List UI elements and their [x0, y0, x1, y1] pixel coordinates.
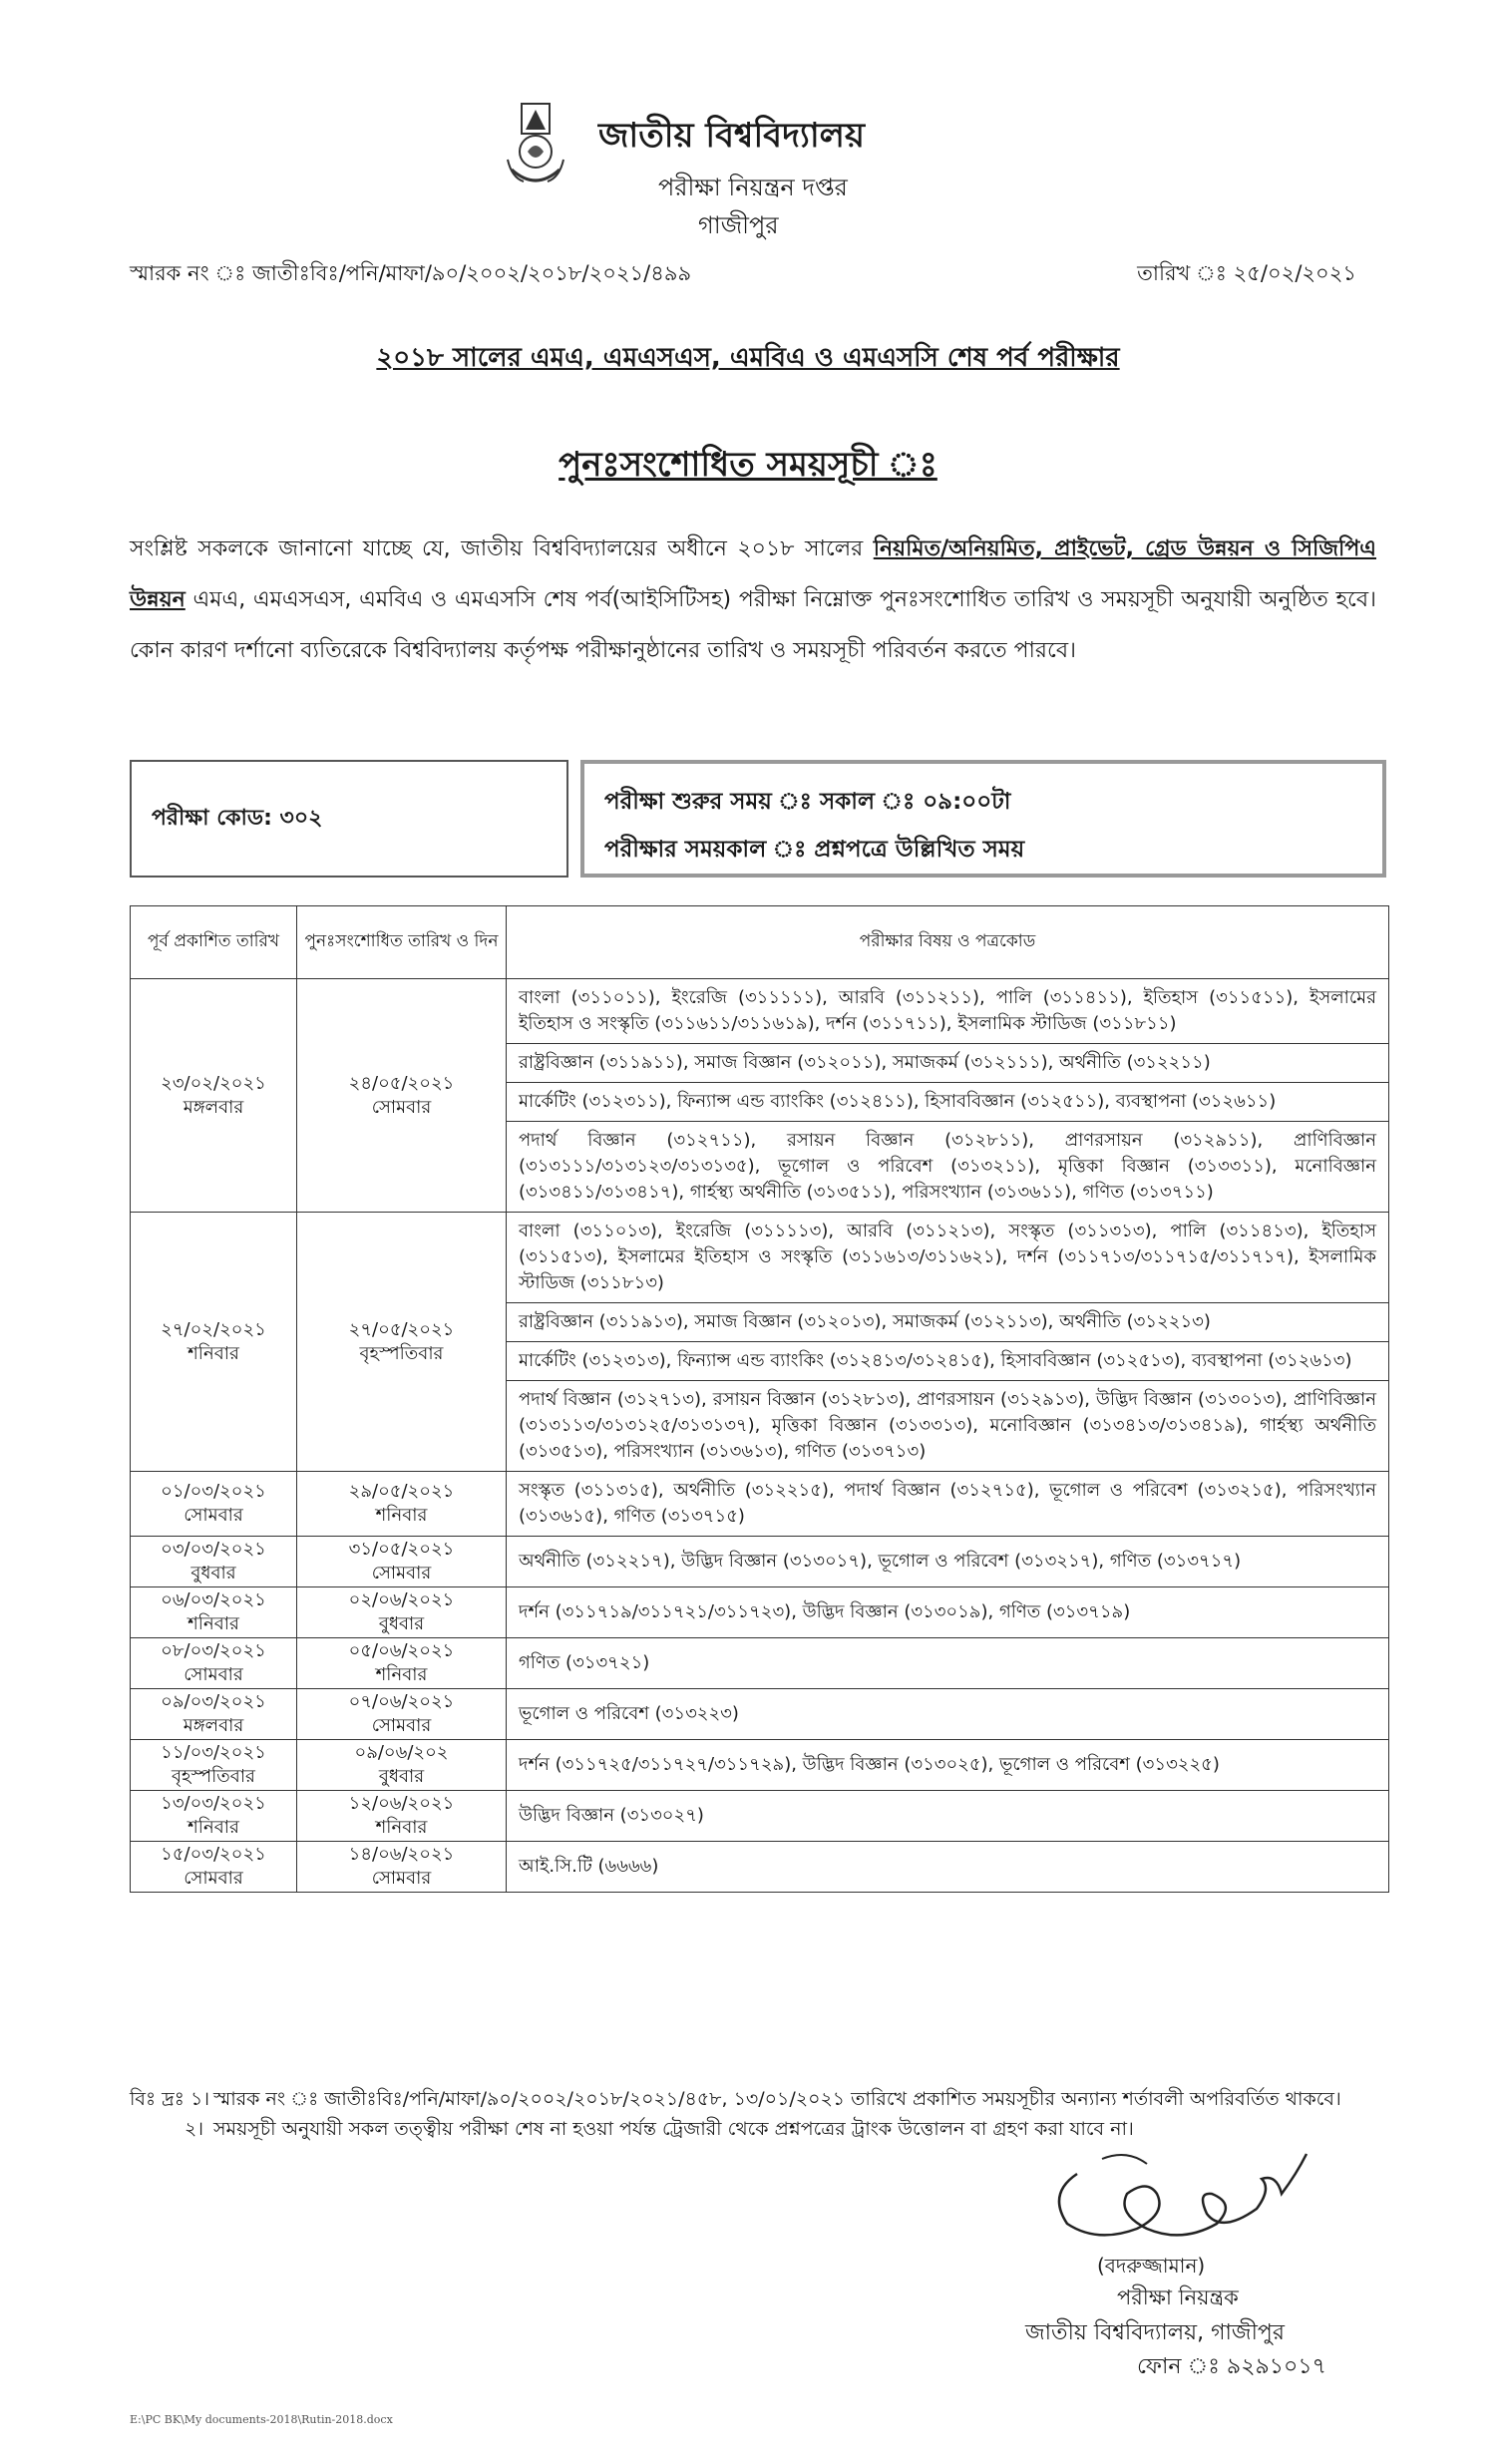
- subject-cell: অর্থনীতি (৩১২২১৭), উদ্ভিদ বিজ্ঞান (৩১৩০১৭), ভূগোল ও পরিবেশ (৩১৩২১৭), গণিত (৩১৩৭১৭): [507, 1537, 1389, 1587]
- subject-cell: আই.সি.টি (৬৬৬৬): [507, 1842, 1389, 1893]
- old-date: ০১/০৩/২০২১: [161, 1481, 266, 1502]
- table-row: [131, 1213, 1389, 1303]
- table-row: [131, 1842, 1389, 1893]
- city-name: গাজীপুর: [698, 211, 779, 239]
- subject-cell: ভূগোল ও পরিবেশ (৩১৩২২৩): [507, 1689, 1389, 1740]
- col-header-new-date: পুনঃসংশোধিত তারিখ ও দিন: [297, 906, 507, 979]
- subject-cell: দর্শন (৩১১৭১৯/৩১১৭২১/৩১১৭২৩), উদ্ভিদ বিজ্ঞান (৩১৩০১৯), গণিত (৩১৩৭১৯): [507, 1587, 1389, 1638]
- subject-cell: উদ্ভিদ বিজ্ঞান (৩১৩০২৭): [507, 1791, 1389, 1842]
- old-date-cell: [131, 1213, 297, 1472]
- exam-code-box: [130, 760, 568, 878]
- old-day: বৃহস্পতিবার: [172, 1766, 255, 1787]
- new-date: ০৭/০৬/২০২১: [348, 1691, 455, 1712]
- subject-cell: রাষ্ট্রবিজ্ঞান (৩১১৯১৩), সমাজ বিজ্ঞান (৩১২০১৩), সমাজকর্ম (৩১২১১৩), অর্থনীতি (৩১২২১৩): [507, 1303, 1389, 1342]
- new-date-cell: [297, 1472, 507, 1537]
- old-date: ০৩/০৩/২০২১: [161, 1539, 266, 1560]
- schedule-table: [130, 905, 1389, 1893]
- old-date: ২৩/০২/২০২১: [161, 1072, 266, 1094]
- col-header-old-date: পূর্ব প্রকাশিত তারিখ: [131, 906, 297, 979]
- new-day: বুধবার: [378, 1766, 425, 1787]
- subject-cell: বাংলা (৩১১০১১), ইংরেজি (৩১১১১১), আরবি (৩১১২১১), পালি (৩১১৪১১), ইতিহাস (৩১১৫১১), ইসলামের ইতিহাস ও সংস্কৃতি (৩১১৬১১/৩১১৬১৯), দর্শন (৩১১৭১১), ইসলামিক স্টাডিজ (৩১১৮১১): [507, 979, 1389, 1044]
- office-name: পরীক্ষা নিয়ন্ত্রন দপ্তর: [658, 174, 848, 201]
- old-date-cell: [131, 1537, 297, 1587]
- old-date-cell: [131, 1472, 297, 1537]
- old-day: শনিবার: [187, 1342, 239, 1364]
- signatory-name: (বদরুজ্জামান): [1097, 2254, 1206, 2278]
- exam-time-box: [580, 760, 1386, 878]
- note-text: সময়সূচী অনুযায়ী সকল তত্ত্বীয় পরীক্ষা শেষ না হওয়া পর্যন্ত ট্রেজারী থেকে প্রশ্নপত্রের ট্রাংক উত্তোলন বা গ্রহণ করা যাবে না।: [213, 2118, 1134, 2140]
- new-date: ১২/০৬/২০২১: [348, 1793, 455, 1814]
- document-heading: ২০১৮ সালের এমএ, এমএসএস, এমবিএ ও এমএসসি শেষ পর্ব পরীক্ষার: [376, 343, 1120, 373]
- new-date: ২৭/০৫/২০২১: [348, 1318, 455, 1340]
- signatory-phone: ফোন ঃ ৯২৯১০১৭: [1137, 2354, 1326, 2379]
- subject-cell: মার্কেটিং (৩১২৩১১), ফিন্যান্স এন্ড ব্যাংকিং (৩১২৪১১), হিসাববিজ্ঞান (৩১২৫১১), ব্যবস্থাপনা (৩১২৬১১): [507, 1083, 1389, 1122]
- old-date: ০৮/০৩/২০২১: [161, 1640, 266, 1661]
- new-date: ২৪/০৫/২০২১: [348, 1072, 455, 1094]
- new-date: ০২/০৬/২০২১: [348, 1589, 455, 1610]
- old-day: সোমবার: [184, 1505, 243, 1526]
- new-day: সোমবার: [371, 1563, 432, 1584]
- intro-part1: সংশ্লিষ্ট সকলকে জানানো যাচ্ছে যে, জাতীয় বিশ্ববিদ্যালয়ের অধীনে ২০১৮ সালের: [130, 536, 874, 561]
- subject-cell: রাষ্ট্রবিজ্ঞান (৩১১৯১১), সমাজ বিজ্ঞান (৩১২০১১), সমাজকর্ম (৩১২১১১), অর্থনীতি (৩১২২১১): [507, 1044, 1389, 1083]
- new-date: ০৯/০৬/২০২: [354, 1742, 449, 1763]
- new-day: বৃহস্পতিবার: [359, 1342, 444, 1364]
- university-logo: [504, 100, 567, 191]
- new-day: সোমবার: [371, 1096, 432, 1118]
- new-date-cell: [297, 1638, 507, 1689]
- new-date: ২৯/০৫/২০২১: [348, 1481, 455, 1502]
- new-date-cell: [297, 1587, 507, 1638]
- subject-cell: পদার্থ বিজ্ঞান (৩১২৭১১), রসায়ন বিজ্ঞান (৩১২৮১১), প্রাণরসায়ন (৩১২৯১১), প্রাণিবিজ্ঞান (৩১৩১১১/৩১৩১২৩/৩১৩১৩৫), ভূগোল ও পরিবেশ (৩১৩২১১), মৃত্তিকা বিজ্ঞান (৩১৩৩১১), মনোবিজ্ঞান (৩১৩৪১১/৩১৩৪১৭), গার্হস্থ্য অর্থনীতি (৩১৩৫১১), পরিসংখ্যান (৩১৩৬১১), গণিত (৩১৩৭১১): [507, 1122, 1389, 1213]
- document-subheading: পুনঃসংশোধিত সময়সূচী ঃ: [559, 445, 937, 485]
- new-day: বুধবার: [378, 1613, 425, 1634]
- table-row: [131, 979, 1389, 1044]
- new-date-cell: [297, 1537, 507, 1587]
- subject-cell: সংস্কৃত (৩১১৩১৫), অর্থনীতি (৩১২২১৫), পদার্থ বিজ্ঞান (৩১২৭১৫), ভূগোল ও পরিবেশ (৩১৩২১৫), পরিসংখ্যান (৩১৩৬১৫), গণিত (৩১৩৭১৫): [507, 1472, 1389, 1537]
- old-date: ১১/০৩/২০২১: [161, 1742, 266, 1763]
- new-day: শনিবার: [375, 1664, 428, 1685]
- table-row: [131, 1587, 1389, 1638]
- subject-cell: দর্শন (৩১১৭২৫/৩১১৭২৭/৩১১৭২৯), উদ্ভিদ বিজ্ঞান (৩১৩০২৫), ভূগোল ও পরিবেশ (৩১৩২২৫): [507, 1740, 1389, 1791]
- subject-cell: পদার্থ বিজ্ঞান (৩১২৭১৩), রসায়ন বিজ্ঞান (৩১২৮১৩), প্রাণরসায়ন (৩১২৯১৩), উদ্ভিদ বিজ্ঞান (৩১৩০১৩), প্রাণিবিজ্ঞান (৩১৩১১৩/৩১৩১২৫/৩১৩১৩৭), মৃত্তিকা বিজ্ঞান (৩১৩৩১৩), মনোবিজ্ঞান (৩১৩৪১৩/৩১৩৪১৯), গার্হস্থ্য অর্থনীতি (৩১৩৫১৩), পরিসংখ্যান (৩১৩৬১৩), গণিত (৩১৩৭১৩): [507, 1381, 1389, 1472]
- new-date-cell: [297, 1689, 507, 1740]
- new-date: ১৪/০৬/২০২১: [348, 1844, 455, 1865]
- new-date-cell: [297, 1791, 507, 1842]
- intro-paragraph: [130, 524, 1376, 676]
- intro-part2: এমএ, এমএসএস, এমবিএ ও এমএসসি শেষ পর্ব(আইসিটিসহ) পরীক্ষা নিম্নোক্ত পুনঃসংশোধিত তারিখ ও সময়সূচী অনুযায়ী অনুষ্ঠিত হবে। কোন কারণ দর্শানো ব্যতিরেকে বিশ্ববিদ্যালয় কর্তৃপক্ষ পরীক্ষানুষ্ঠানের তারিখ ও সময়সূচী পরিবর্তন করতে পারবে।: [130, 587, 1376, 663]
- old-day: শনিবার: [187, 1817, 239, 1838]
- note-number: বিঃ দ্রঃ ১।: [130, 2088, 210, 2110]
- old-date: ১৫/০৩/২০২১: [161, 1844, 266, 1865]
- table-row: [131, 1791, 1389, 1842]
- old-day: মঙ্গলবার: [183, 1715, 244, 1736]
- table-row: [131, 1638, 1389, 1689]
- note-number: ২।: [184, 2118, 203, 2140]
- table-row: [131, 1740, 1389, 1791]
- note-item: [130, 2084, 1386, 2114]
- new-date: ৩১/০৫/২০২১: [348, 1539, 455, 1560]
- old-day: শনিবার: [187, 1613, 239, 1634]
- note-text: স্মারক নং ঃ জাতীঃবিঃ/পনি/মাফা/৯০/২০০২/২০১৮/২০২১/৪৫৮, ১৩/০১/২০২১ তারিখে প্রকাশিত সময়সূচীর অন্যান্য শর্তাবলী অপরিবর্তিত থাকবে।: [213, 2088, 1341, 2110]
- old-date-cell: [131, 979, 297, 1213]
- exam-start-time: পরীক্ষা শুরুর সময় ঃ সকাল ঃ ০৯:০০টা: [604, 789, 1011, 815]
- exam-code: পরীক্ষা কোড: ৩০২: [152, 805, 323, 831]
- subject-cell: বাংলা (৩১১০১৩), ইংরেজি (৩১১১১৩), আরবি (৩১১২১৩), সংস্কৃত (৩১১৩১৩), পালি (৩১১৪১৩), ইতিহাস (৩১১৫১৩), ইসলামের ইতিহাস ও সংস্কৃতি (৩১১৬১৩/৩১১৬২১), দর্শন (৩১১৭১৩/৩১১৭১৫/৩১১৭১৭), ইসলামিক স্টাডিজ (৩১১৮১৩): [507, 1213, 1389, 1303]
- new-date-cell: [297, 1213, 507, 1472]
- handwritten-signature: [1007, 2134, 1326, 2264]
- old-date: ০৬/০৩/২০২১: [161, 1589, 266, 1610]
- old-date: ০৯/০৩/২০২১: [161, 1691, 266, 1712]
- exam-duration: পরীক্ষার সময়কাল ঃ প্রশ্নপত্রে উল্লিখিত সময়: [604, 837, 1025, 863]
- old-date-cell: [131, 1740, 297, 1791]
- issue-date: তারিখ ঃ ২৫/০২/২০২১: [1137, 261, 1356, 285]
- memo-number: স্মারক নং ঃ জাতীঃবিঃ/পনি/মাফা/৯০/২০০২/২০১৮/২০২১/৪৯৯: [130, 261, 692, 285]
- intro-highlight: নিয়মিত/অনিয়মিত, প্রাইভেট, গ্রেড উন্নয়ন ও সিজিপিএ উন্নয়ন: [130, 536, 1376, 612]
- table-row: [131, 1472, 1389, 1537]
- signatory-organization: জাতীয় বিশ্ববিদ্যালয়, গাজীপুর: [1025, 2320, 1285, 2345]
- subject-cell: গণিত (৩১৩৭২১): [507, 1638, 1389, 1689]
- signatory-title: পরীক্ষা নিয়ন্ত্রক: [1117, 2286, 1239, 2309]
- schedule-table-body: [131, 979, 1389, 1893]
- old-day: বুধবার: [190, 1563, 236, 1584]
- old-day: সোমবার: [184, 1868, 243, 1889]
- old-date-cell: [131, 1638, 297, 1689]
- old-date: ২৭/০২/২০২১: [161, 1318, 266, 1340]
- old-day: সোমবার: [184, 1664, 243, 1685]
- table-header-row: [131, 906, 1389, 979]
- university-name: জাতীয় বিশ্ববিদ্যালয়: [598, 116, 866, 156]
- new-date: ০৫/০৬/২০২১: [348, 1640, 455, 1661]
- table-row: [131, 1537, 1389, 1587]
- new-date-cell: [297, 1740, 507, 1791]
- old-day: মঙ্গলবার: [183, 1096, 244, 1118]
- old-date-cell: [131, 1842, 297, 1893]
- old-date-cell: [131, 1791, 297, 1842]
- table-row: [131, 1689, 1389, 1740]
- new-date-cell: [297, 1842, 507, 1893]
- subject-cell: মার্কেটিং (৩১২৩১৩), ফিন্যান্স এন্ড ব্যাংকিং (৩১২৪১৩/৩১২৪১৫), হিসাববিজ্ঞান (৩১২৫১৩), ব্যবস্থাপনা (৩১২৬১৩): [507, 1342, 1389, 1381]
- new-date-cell: [297, 979, 507, 1213]
- old-date-cell: [131, 1587, 297, 1638]
- new-day: শনিবার: [375, 1505, 428, 1526]
- old-date-cell: [131, 1689, 297, 1740]
- new-day: শনিবার: [375, 1817, 428, 1838]
- col-header-subjects: পরীক্ষার বিষয় ও পত্রকোড: [507, 906, 1389, 979]
- new-day: সোমবার: [371, 1715, 432, 1736]
- old-date: ১৩/০৩/২০২১: [161, 1793, 266, 1814]
- file-path-footer: E:\PC BK\My documents-2018\Rutin-2018.docx: [130, 2413, 393, 2426]
- new-day: সোমবার: [371, 1868, 432, 1889]
